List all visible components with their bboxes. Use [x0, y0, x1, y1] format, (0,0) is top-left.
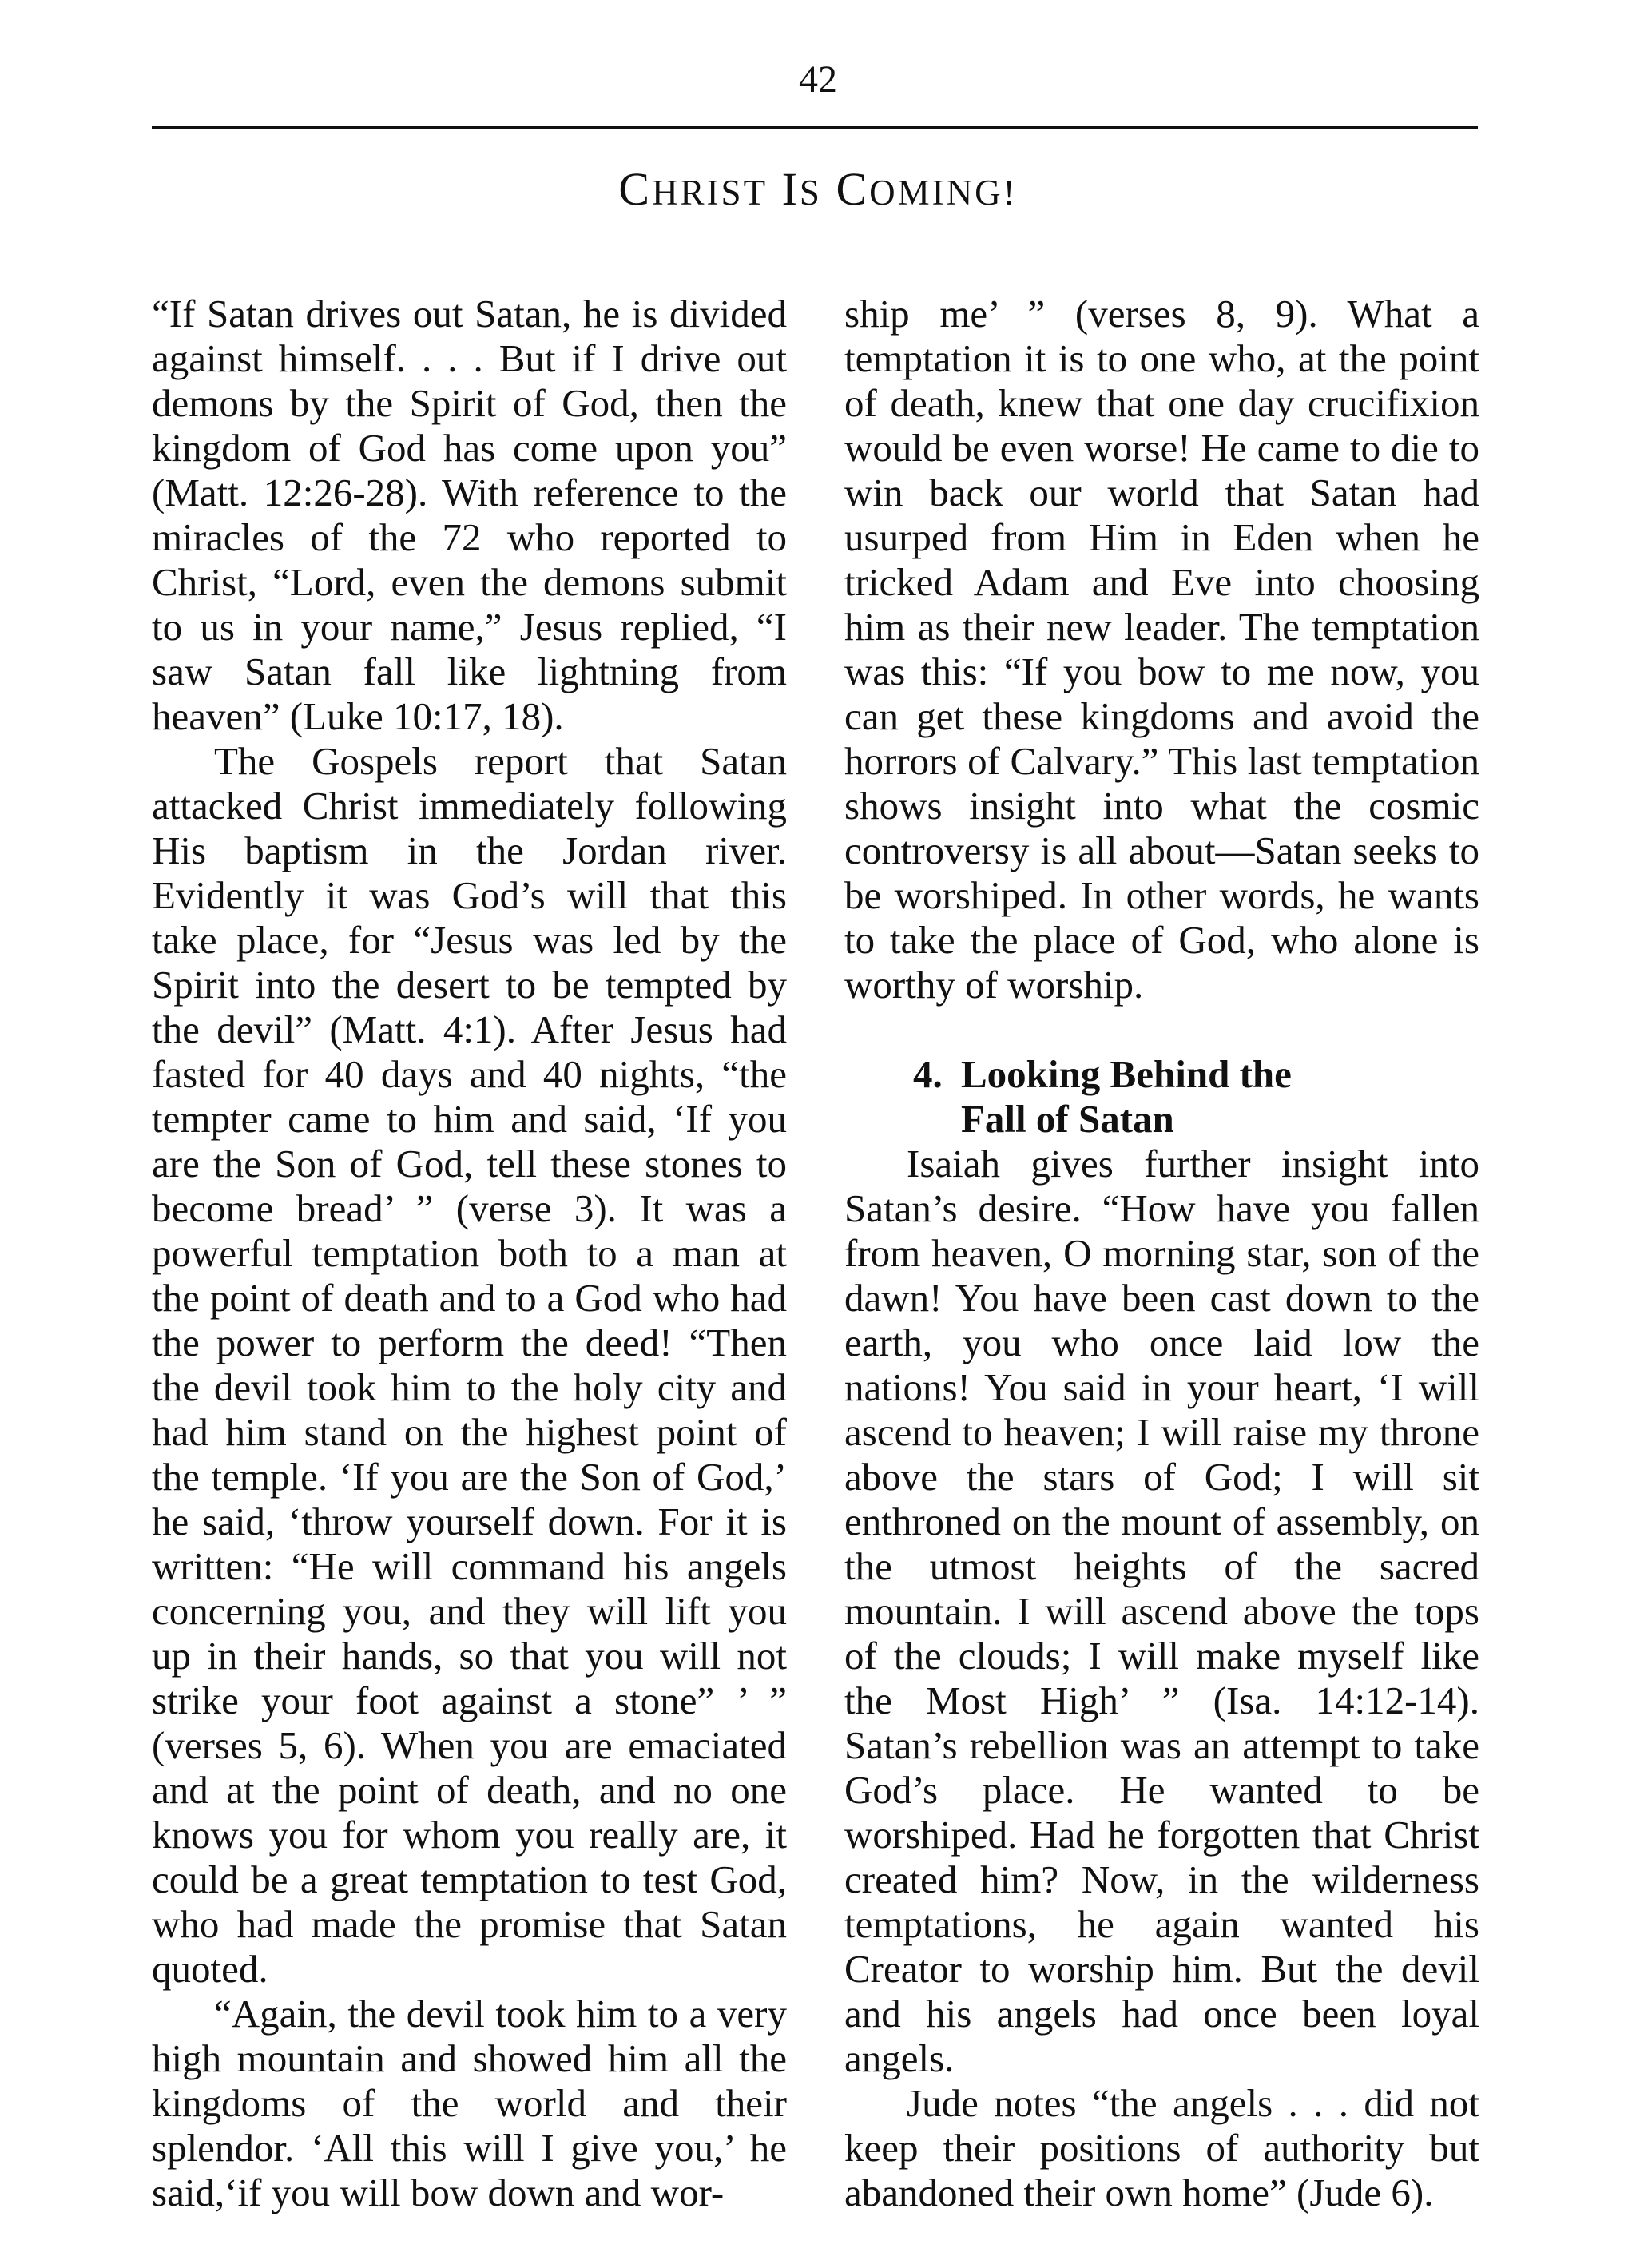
section-heading — [844, 1052, 1479, 1142]
right-column — [844, 292, 1479, 2215]
paragraph: Jude notes “the angels . . . did not keep their positions of authority but abandoned their own home” (Jude 6). — [844, 2081, 1479, 2214]
header-rule — [152, 126, 1478, 129]
title-letter: C — [618, 163, 653, 215]
paragraph: ship me’ ” (verses 8, 9). What a temptation it is to one who, at the point of death, knew that one day crucifixion would be even worse! He came to die to win back our world that Satan had usurped from Him in Eden when he tricked Adam and Eve into choosing him as their new leader. The temptation was this: “If you bow to me now, you can get these kingdoms and avoid the horrors of Calvary.” This last temptation shows insight into what the cosmic controversy is all about—Satan seeks to be worshiped. In other words, he wants to take the place of God, who alone is worthy of worship. — [844, 292, 1479, 1007]
paragraph: “Again, the devil took him to a very high mountain and showed him all the kingdoms of the world and their splendor. ‘All this will I give you,’ he said,‘if you will bow down and wor- — [152, 1992, 787, 2214]
title-letter: I — [781, 163, 800, 215]
title-word: HRIST — [652, 173, 768, 213]
left-column — [152, 292, 787, 2215]
running-title — [0, 161, 1636, 220]
paragraph: Isaiah gives further insight into Satan’s desire. “How have you fallen from heaven, O morning star, son of the dawn! You have been cast down to the earth, you who once laid low the nations! You said in your heart, ‘I will ascend to heaven; I will raise my throne above the stars of God; I will sit enthroned on the mount of assembly, on the utmost heights of the sacred mountain. I will ascend above the tops of the clouds; I will make myself like the Most High’ ” (Isa. 14:12-14). Satan’s rebellion was an attempt to take God’s place. He wanted to be worshiped. Had he forgotten that Christ created him? Now, in the wilderness temptations, he again wanted his Creator to worship him. But the devil and his angels had once been loyal angels. — [844, 1142, 1479, 2080]
section-heading-line2: Fall of Satan — [961, 1097, 1174, 1141]
section-number: 4. — [913, 1052, 943, 1096]
section-heading-line1: Looking Behind the — [961, 1052, 1292, 1096]
paragraph: “If Satan drives out Satan, he is divided against himself. . . . But if I drive out demons by the Spirit of God, then the kingdom of God has come upon you” (Matt. 12:26-28). With reference to the miracles of the 72 who reported to Christ, “Lord, even the demons submit to us in your name,” Jesus replied, “I saw Satan fall like lightning from heaven” (Luke 10:17, 18). — [152, 292, 787, 738]
title-letter: C — [836, 163, 870, 215]
title-word: OMING! — [869, 173, 1018, 213]
page-number: 42 — [799, 58, 837, 101]
title-word: S — [799, 173, 822, 213]
paragraph: The Gospels report that Satan attacked Christ immediately following His baptism in the Jordan river. Evidently it was God’s will that this take place, for “Jesus was led by the Spirit into the desert to be tempted by the devil” (Matt. 4:1). After Jesus had fasted for 40 days and 40 nights, “the tempter came to him and said, ‘If you are the Son of God, tell these stones to become bread’ ” (verse 3). It was a powerful temptation both to a man at the point of death and to a God who had the power to perform the deed! “Then the devil took him to the holy city and had him stand on the highest point of the temple. ‘If you are the Son of God,’ he said, ‘throw yourself down. For it is written: “He will command his angels concerning you, and they will lift you up in their hands, so that you will not strike your foot against a stone” ’ ” (verses 5, 6). When you are emaciated and at the point of death, and no one knows you for whom you really are, it could be a great temptation to test God, who had made the promise that Satan quoted. — [152, 739, 787, 1991]
